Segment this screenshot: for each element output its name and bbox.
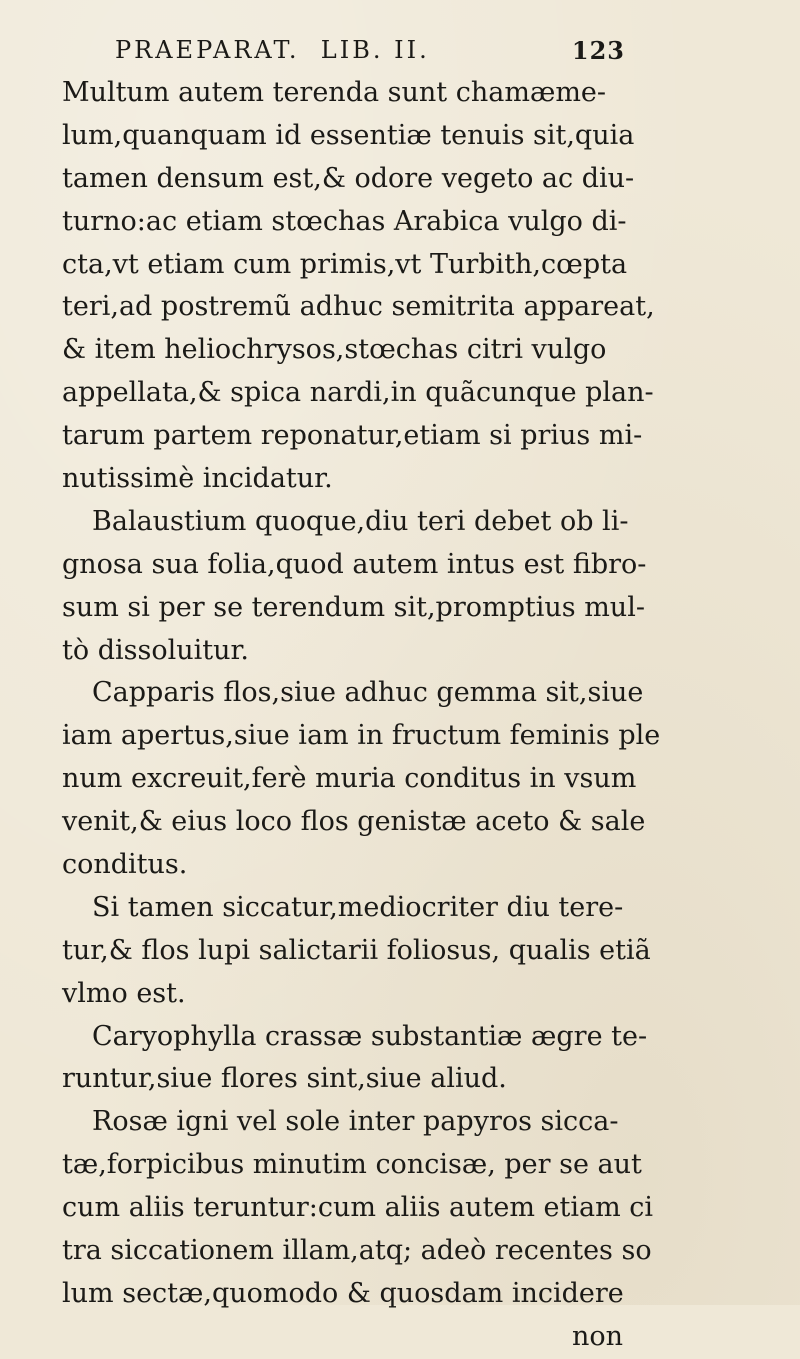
text-line: num excreuit,ferè muria conditus in vsum: [62, 763, 637, 795]
text-line: & item heliochrysos,stœchas citri vulgo: [62, 334, 607, 366]
text-line: tamen densum est,& odore vegeto ac diu-: [62, 162, 635, 194]
paragraph-start-line: Caryophylla crassæ substantiæ ægre te-: [92, 1020, 648, 1052]
text-line: turno:ac etiam stœchas Arabica vulgo di-: [62, 205, 627, 237]
running-head: PRAEPARAT. LIB. II.: [115, 36, 430, 64]
catchword: non: [571, 1320, 623, 1352]
text-line: lum sectæ,quomodo & quosdam incidere: [62, 1277, 624, 1309]
text-line: appellata,& spica nardi,in quãcunque plan-: [62, 377, 654, 409]
text-line: tarum partem reponatur,etiam si prius mi-: [62, 420, 643, 452]
page-header: [115, 36, 625, 70]
text-line: teri,ad postremũ adhuc semitrita appareat,: [62, 291, 655, 323]
text-line: cum aliis teruntur:cum aliis autem etiam ci: [62, 1192, 654, 1224]
text-line: vlmo est.: [62, 977, 186, 1009]
text-line: conditus.: [62, 849, 188, 881]
text-line: cta,vt etiam cum primis,vt Turbith,cœpta: [62, 248, 628, 280]
text-line: venit,& eius loco flos genistæ aceto & sale: [62, 806, 646, 838]
text-line: nutissimè incidatur.: [62, 463, 333, 495]
text-line: tur,& flos lupi salictarii foliosus, qualis etiã: [62, 934, 651, 966]
text-line: runtur,siue flores sint,siue aliud.: [62, 1063, 507, 1095]
text-line: sum si per se terendum sit,promptius mul-: [62, 591, 645, 623]
text-line: tæ,forpicibus minutim concisæ, per se aut: [62, 1149, 642, 1181]
text-line: lum,quanquam id essentiæ tenuis sit,quia: [62, 119, 635, 151]
body-text: [62, 72, 661, 1359]
text-line: tra siccationem illam,atq; adeò recentes so: [62, 1235, 652, 1267]
page-number: 123: [571, 36, 625, 65]
text-line: Multum autem terenda sunt chamæme-: [62, 77, 607, 108]
paragraph-start-line: Rosæ igni vel sole inter papyros sicca-: [92, 1106, 619, 1138]
text-line: tò dissoluitur.: [62, 634, 249, 666]
paragraph-start-line: Capparis flos,siue adhuc gemma sit,siue: [92, 677, 644, 709]
text-line: gnosa sua folia,quod autem intus est fibro-: [62, 548, 647, 580]
text-line: iam apertus,siue iam in fructum feminis ple: [62, 720, 661, 752]
paragraph-start-line: Si tamen siccatur,mediocriter diu tere-: [92, 891, 624, 923]
paragraph-start-line: Balaustium quoque,diu teri debet ob li-: [92, 505, 629, 537]
